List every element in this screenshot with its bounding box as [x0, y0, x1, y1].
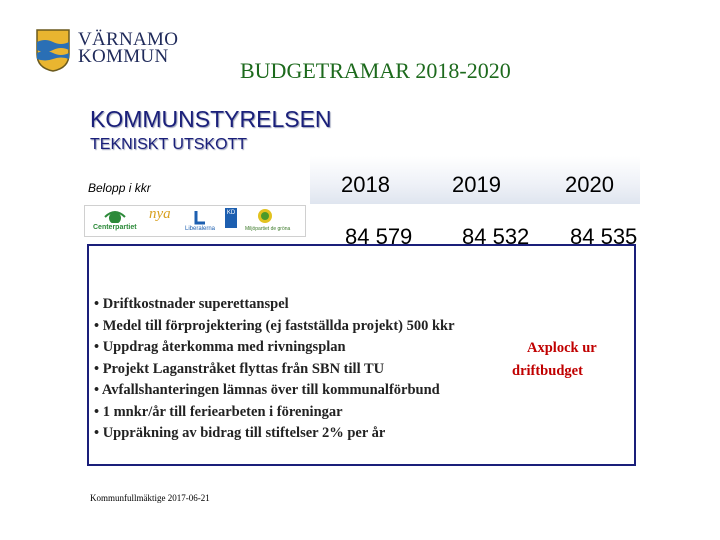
amount-2019: 84 532: [462, 224, 530, 249]
bullet-item: • Avfallshanteringen lämnas över till kommunalförbund: [94, 382, 440, 398]
bullet-list: [94, 296, 455, 447]
bullet-item: • Medel till förprojektering (ej fastställda projekt) 500 kkr: [94, 317, 455, 334]
party-logos: [84, 205, 306, 237]
logo-line-2: KOMMUN: [78, 46, 169, 67]
year-2020: 2020: [565, 172, 614, 197]
section-heading: KOMMUNSTYRELSEN: [90, 106, 332, 132]
party-liberalerna: Liberalerna: [185, 226, 216, 232]
bullet-item: • 1 mnkr/år till feriearbeten i föreningar: [94, 403, 343, 420]
footer-text: Kommunfullmäktige 2017-06-21: [90, 493, 210, 503]
bullet-item: • Driftkostnader superettanspel: [94, 296, 289, 312]
centerpartiet-logo-icon: [95, 209, 135, 223]
section-subheading: TEKNISKT UTSKOTT: [90, 136, 248, 153]
party-kd: KD: [225, 208, 237, 228]
unit-label: Belopp i kkr: [88, 181, 151, 195]
bullet-item: • Uppräkning av bidrag till stiftelser 2% per år: [94, 425, 386, 441]
slide-title: BUDGETRAMAR 2018-2020: [240, 58, 511, 83]
party-nya: nya: [149, 206, 171, 222]
amount-2018: 84 579: [345, 224, 413, 249]
year-2018: 2018: [341, 172, 390, 197]
amount-2020: 84 535: [570, 224, 638, 249]
note-line-2: driftbudget: [512, 363, 583, 379]
miljopartiet-logo-icon: [257, 208, 273, 224]
party-centerpartiet: Centerpartiet: [93, 224, 137, 231]
bullet-item: • Projekt Laganstråket flyttas från SBN till TU: [94, 360, 385, 377]
year-2019: 2019: [452, 172, 501, 197]
varnamo-logo: [35, 28, 185, 73]
logo-text: [78, 31, 178, 65]
logo-line-1: VÄRNAMO: [78, 29, 179, 50]
shield-icon: [35, 28, 71, 72]
liberalerna-logo-icon: [193, 210, 207, 226]
bullet-item: • Uppdrag återkomma med rivningsplan: [94, 339, 346, 355]
party-miljopartiet: Miljöpartiet de gröna: [245, 226, 291, 232]
note-line-1: Axplock ur: [527, 340, 597, 356]
